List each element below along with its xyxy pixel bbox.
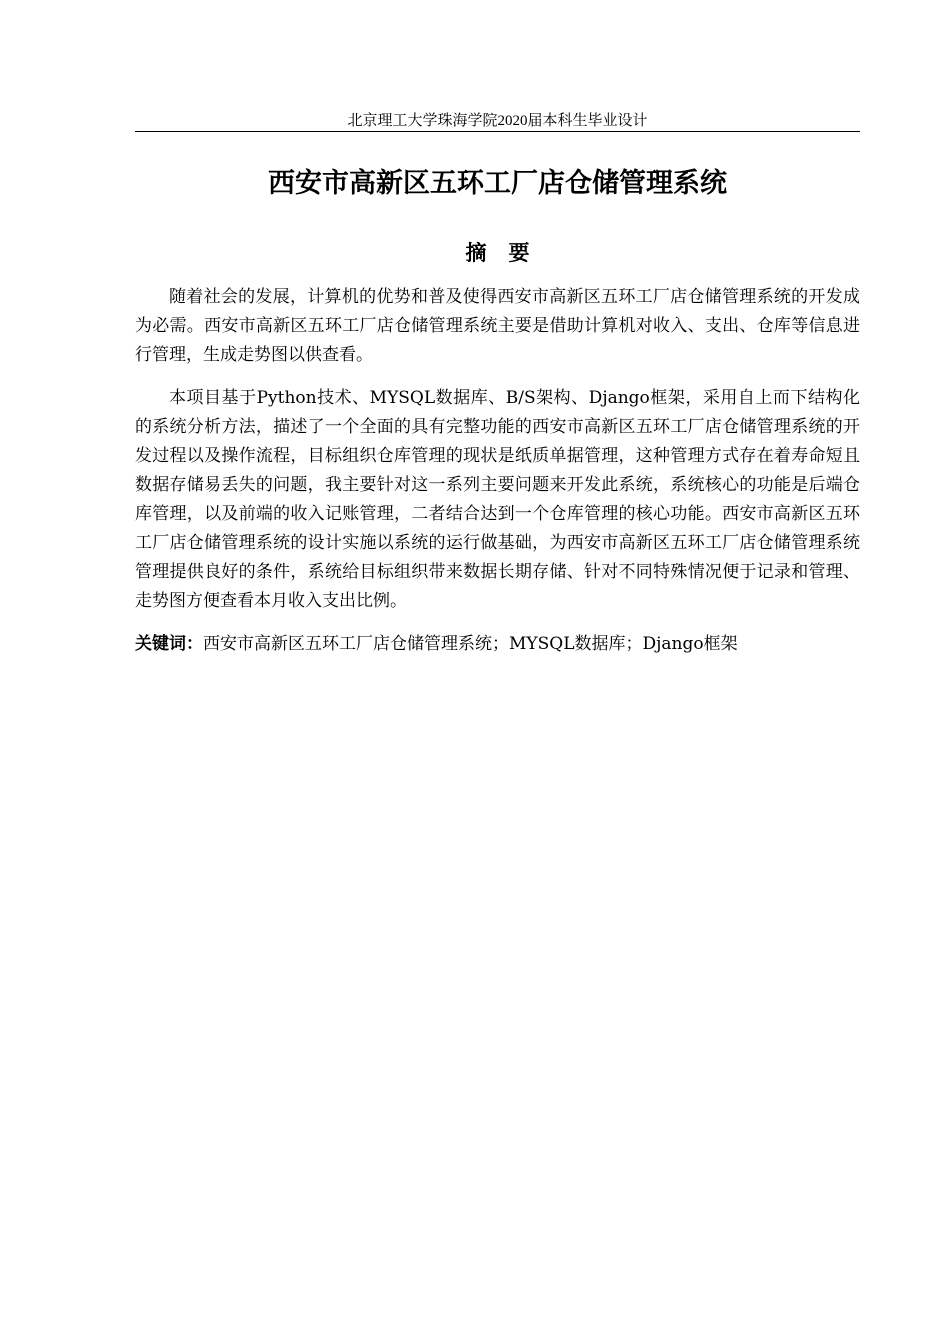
keywords-label: 关键词： bbox=[135, 634, 203, 654]
keywords-line bbox=[135, 630, 860, 659]
header-rule bbox=[135, 131, 860, 132]
abstract-paragraph-1: 随着社会的发展，计算机的优势和普及使得西安市高新区五环工厂店仓储管理系统的开发成为必需。西安市高新区五环工厂店仓储管理系统主要是借助计算机对收入、支出、仓库等信息进行管理，生成走势图以供查看。 bbox=[135, 287, 860, 365]
abstract-paragraph-2: 本项目基于Python技术、MYSQL数据库、B/S架构、Django框架，采用自上而下结构化的系统分析方法，描述了一个全面的具有完整功能的西安市高新区五环工厂店仓储管理系统的开发过程以及操作流程，目标组织仓库管理的现状是纸质单据管理，这种管理方式存在着寿命短且数据存储易丢失的问题，我主要针对这一系列主要问题来开发此系统，系统核心的功能是后端仓库管理，以及前端的收入记账管理，二者结合达到一个仓库管理的核心功能。西安市高新区五环工厂店仓储管理系统的设计实施以系统的运行做基础，为西安市高新区五环工厂店仓储管理系统管理提供良好的条件，系统给目标组织带来数据长期存储、针对不同特殊情况便于记录和管理、走势图方便查看本月收入支出比例。 bbox=[135, 388, 860, 611]
thesis-title: 西安市高新区五环工厂店仓储管理系统 bbox=[268, 168, 727, 199]
keywords-text: 西安市高新区五环工厂店仓储管理系统；MYSQL数据库；Django框架 bbox=[203, 634, 738, 654]
abstract-body bbox=[135, 283, 860, 659]
abstract-heading: 摘要 bbox=[465, 241, 552, 265]
running-header: 北京理工大学珠海学院2020届本科生毕业设计 bbox=[347, 113, 648, 129]
